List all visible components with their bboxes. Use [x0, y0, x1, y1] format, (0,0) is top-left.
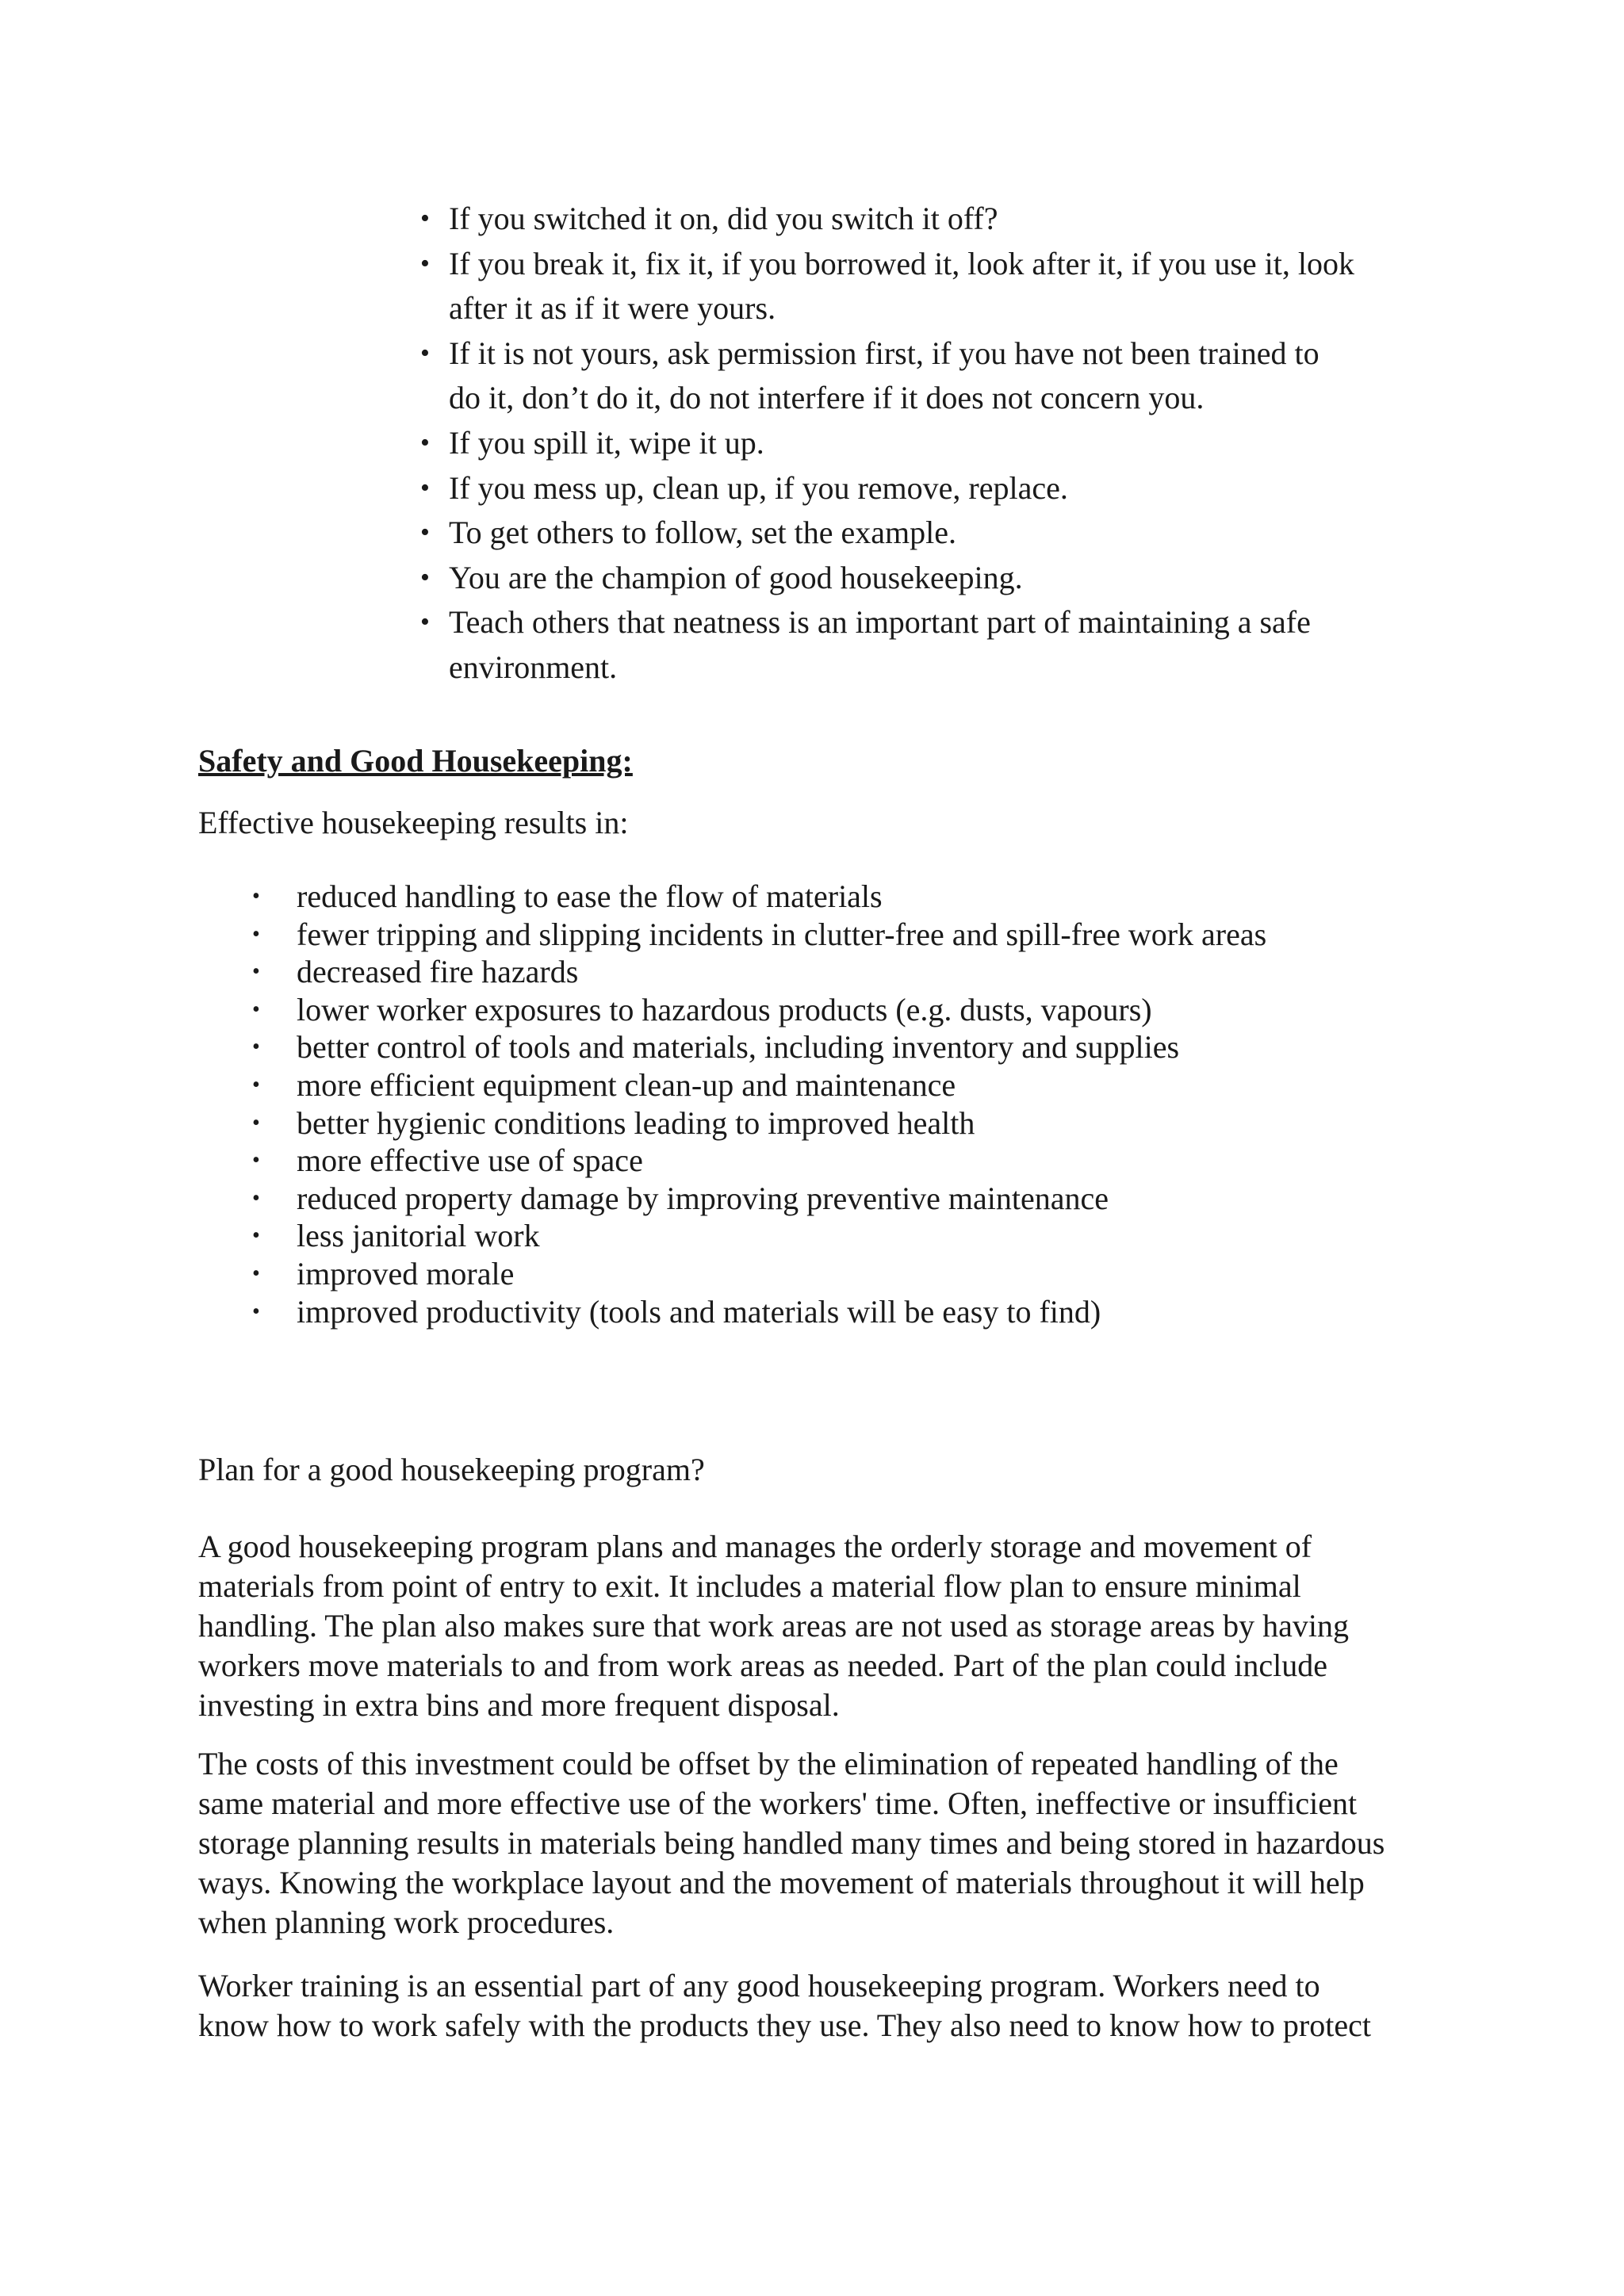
list-item — [252, 1104, 1486, 1142]
list-item-text: You are the champion of good housekeeping. — [449, 559, 1023, 595]
bullet-icon: • — [252, 1185, 260, 1211]
bullet-icon: • — [252, 1299, 260, 1324]
list-item — [252, 1255, 1486, 1293]
list-item — [420, 511, 1456, 556]
list-item-text: more efficient equipment clean-up and maintenance — [297, 1066, 956, 1103]
list-item-text: lower worker exposures to hazardous products (e.g. dusts, vapours) — [297, 991, 1152, 1027]
list-item-text: If it is not yours, ask permission first, if you have not been trained to — [449, 335, 1320, 371]
paragraph-line: A good housekeeping program plans and manages the orderly storage and movement of — [198, 1529, 1312, 1564]
paragraph-line: ways. Knowing the workplace layout and the movement of materials throughout it will help — [198, 1865, 1365, 1900]
list-item-text: environment. — [449, 649, 618, 685]
bullet-icon: • — [420, 338, 430, 368]
paragraph — [198, 1527, 1467, 1725]
list-item — [252, 1028, 1486, 1066]
list-item — [252, 1217, 1486, 1255]
paragraph-line: The costs of this investment could be offset by the elimination of repeated handling of the — [198, 1746, 1339, 1781]
bullet-icon: • — [252, 997, 260, 1022]
paragraph — [198, 1966, 1467, 2045]
list-item-text: after it as if it were yours. — [449, 290, 776, 327]
list-item — [252, 1142, 1486, 1180]
list-item — [252, 1066, 1486, 1104]
bullet-icon: • — [420, 204, 430, 233]
bullet-icon: • — [420, 473, 430, 503]
bullet-icon: • — [420, 518, 430, 548]
list-item-text: improved morale — [297, 1255, 515, 1292]
list-item — [252, 916, 1486, 954]
list-item-text: better control of tools and materials, including inventory and supplies — [297, 1029, 1180, 1066]
paragraph-line: investing in extra bins and more frequent disposal. — [198, 1687, 840, 1723]
list-item-text: reduced property damage by improving preventive maintenance — [297, 1180, 1109, 1216]
paragraph-line: know how to work safely with the products they use. They also need to know how to protect — [198, 2007, 1371, 2043]
bullet-icon: • — [252, 1261, 260, 1286]
bullet-icon: • — [420, 427, 430, 457]
paragraph-line: materials from point of entry to exit. It includes a material flow plan to ensure minimal — [198, 1568, 1301, 1604]
list-item — [252, 991, 1486, 1029]
housekeeping-results-list — [252, 878, 1486, 1330]
bullet-icon: • — [252, 1035, 260, 1060]
list-item-text: improved productivity (tools and materials will be easy to find) — [297, 1293, 1101, 1330]
list-item — [420, 556, 1456, 601]
list-item — [252, 1293, 1486, 1331]
bullet-icon: • — [252, 1072, 260, 1097]
bullet-icon: • — [252, 921, 260, 947]
bullet-icon: • — [252, 1148, 260, 1173]
paragraph-line: same material and more effective use of the workers' time. Often, ineffective or insufficient — [198, 1785, 1358, 1821]
bullet-icon: • — [420, 248, 430, 278]
list-item — [420, 466, 1456, 511]
paragraph-line: workers move materials to and from work areas as needed. Part of the plan could include — [198, 1647, 1327, 1683]
list-item-text: To get others to follow, set the example. — [449, 515, 956, 551]
paragraph-line: when planning work procedures. — [198, 1904, 615, 1940]
bullet-icon: • — [252, 1223, 260, 1249]
list-item-text: If you spill it, wipe it up. — [449, 424, 764, 461]
bullet-icon: • — [420, 607, 430, 637]
housekeeping-rules-list — [420, 197, 1456, 691]
list-item-text: better hygienic conditions leading to improved health — [297, 1104, 975, 1141]
list-item — [420, 421, 1456, 466]
list-item-text: decreased fire hazards — [297, 954, 579, 990]
paragraph — [198, 1744, 1467, 1942]
list-item — [252, 878, 1486, 916]
list-item — [420, 600, 1456, 690]
bullet-icon: • — [252, 959, 260, 985]
list-item-text: Teach others that neatness is an important part of maintaining a safe — [449, 604, 1311, 641]
list-item-text: less janitorial work — [297, 1218, 540, 1254]
plan-question: Plan for a good housekeeping program? — [198, 1452, 705, 1487]
list-item-text: more effective use of space — [297, 1142, 643, 1179]
list-item-text: reduced handling to ease the flow of materials — [297, 878, 883, 914]
list-item — [420, 197, 1456, 242]
section-heading: Safety and Good Housekeeping: — [198, 743, 633, 779]
list-item — [420, 331, 1456, 421]
paragraph-line: handling. The plan also makes sure that work areas are not used as storage areas by having — [198, 1608, 1350, 1644]
list-item-text: If you switched it on, did you switch it off? — [449, 201, 998, 236]
bullet-icon: • — [420, 562, 430, 592]
list-item-text: fewer tripping and slipping incidents in clutter-free and spill-free work areas — [297, 916, 1267, 952]
bullet-icon: • — [252, 1110, 260, 1135]
list-item — [420, 242, 1456, 331]
bullet-icon: • — [252, 884, 260, 909]
section-intro: Effective housekeeping results in: — [198, 805, 629, 840]
list-item-text: If you mess up, clean up, if you remove, replace. — [449, 469, 1068, 506]
paragraph-line: storage planning results in materials being handled many times and being stored in hazardous — [198, 1825, 1385, 1861]
paragraph-line: Worker training is an essential part of any good housekeeping program. Workers need to — [198, 1968, 1320, 2003]
list-item-text: do it, don’t do it, do not interfere if it does not concern you. — [449, 380, 1205, 416]
list-item — [252, 953, 1486, 991]
list-item-text: If you break it, fix it, if you borrowed it, look after it, if you use it, look — [449, 245, 1354, 281]
list-item — [252, 1180, 1486, 1218]
